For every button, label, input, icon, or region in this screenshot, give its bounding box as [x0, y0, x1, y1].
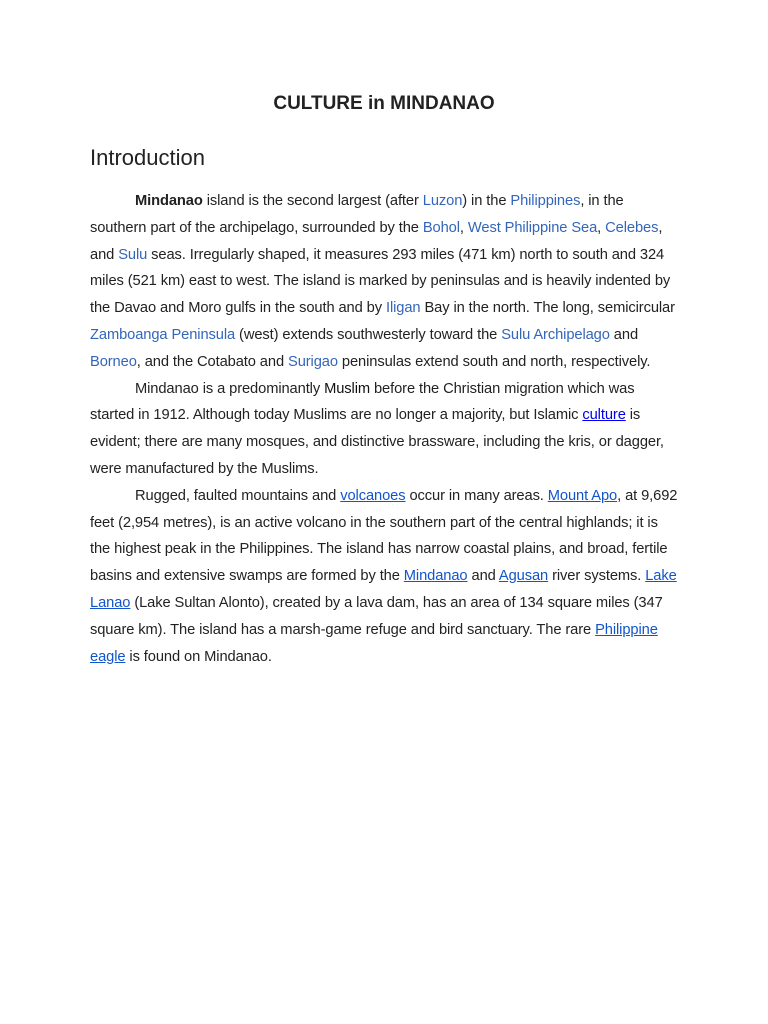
paragraph-landforms: [90, 483, 680, 671]
text-span: peninsulas extend south and north, respectively.: [337, 353, 651, 370]
link-sulu-archipelago[interactable]: Sulu Archipelago: [501, 326, 610, 343]
link-volcanoes[interactable]: volcanoes: [340, 487, 406, 504]
link-mount-apo[interactable]: Mount Apo: [547, 487, 618, 504]
text-span: Mindanao is a predominantly: [135, 380, 325, 397]
text-span: is found on Mindanao.: [125, 648, 272, 665]
link-bohol[interactable]: Bohol: [422, 219, 460, 236]
paragraph-religion: [90, 376, 680, 483]
text-span: , in the southern part of the archipelago, surrounded by the: [90, 193, 624, 236]
link-agusan[interactable]: Agusan: [498, 568, 549, 585]
link-zamboanga-peninsula[interactable]: Zamboanga Peninsula: [90, 326, 236, 343]
text-span: Rugged, faulted mountains and: [135, 487, 341, 504]
text-span: , and: [90, 219, 663, 263]
link-philippine-eagle[interactable]: Philippine eagle: [90, 621, 658, 665]
text-span: occur in many areas.: [405, 487, 548, 504]
section-heading-introduction: Introduction: [90, 145, 205, 170]
link-philippines[interactable]: Philippines: [510, 193, 581, 209]
document-title: CULTURE in MINDANAO: [273, 93, 495, 114]
text-span: (west) extends southwesterly toward the: [235, 326, 502, 343]
text-span: , and the Cotabato and: [136, 353, 288, 370]
text-span: and: [467, 568, 499, 585]
text-span: , at 9,692 feet (2,954 metres), is an active volcano in the southern part of the central highlands; it is the highest peak in the Philippines. The island has narrow coastal plains, and broad, fertile basins and extensive swamps are formed by the: [90, 487, 678, 585]
link-lake-lanao[interactable]: Lake Lanao: [90, 568, 677, 611]
document-body: [90, 188, 680, 670]
paragraph-geography: [90, 188, 680, 376]
text-span: (Lake Sultan Alonto), created by a lava dam, has an area of 134 square miles (347 square km). The island has a marsh-game refuge and bird sanctuary. The rare: [90, 594, 663, 638]
text-span: island is the second largest (after: [202, 193, 423, 209]
term-muslim: Muslim: [324, 380, 370, 397]
bold-term-mindanao: Mindanao: [135, 193, 203, 209]
text-span: ,: [459, 219, 468, 236]
link-mindanao-river[interactable]: Mindanao: [403, 568, 468, 585]
link-culture[interactable]: culture: [582, 407, 626, 424]
link-sulu[interactable]: Sulu: [118, 246, 148, 263]
text-span: river systems.: [548, 568, 646, 585]
text-span: ,: [597, 219, 606, 236]
text-span: and: [609, 326, 639, 343]
text-span: seas. Irregularly shaped, it measures 293 miles (471 km) north to south and 324 miles (521 km) east to west. The island is marked by peninsulas and is heavily indented by the Davao and Moro gulfs in the south and by: [90, 246, 671, 317]
link-surigao[interactable]: Surigao: [288, 353, 338, 370]
link-iligan[interactable]: Iligan: [385, 300, 421, 317]
text-span: ) in the: [462, 193, 511, 209]
link-borneo[interactable]: Borneo: [90, 353, 137, 370]
link-celebes[interactable]: Celebes: [605, 219, 659, 236]
link-luzon[interactable]: Luzon: [422, 193, 463, 209]
text-span: before the Christian migration which was started in 1912. Although today Muslims are no longer a majority, but Islamic: [90, 380, 635, 424]
link-west-philippine-sea[interactable]: West Philippine Sea: [467, 219, 598, 236]
text-span: Bay in the north. The long, semicircular: [420, 300, 675, 317]
text-span: is evident; there are many mosques, and distinctive brassware, including the kris, or dagger, were manufactured by the Muslims.: [90, 407, 664, 477]
